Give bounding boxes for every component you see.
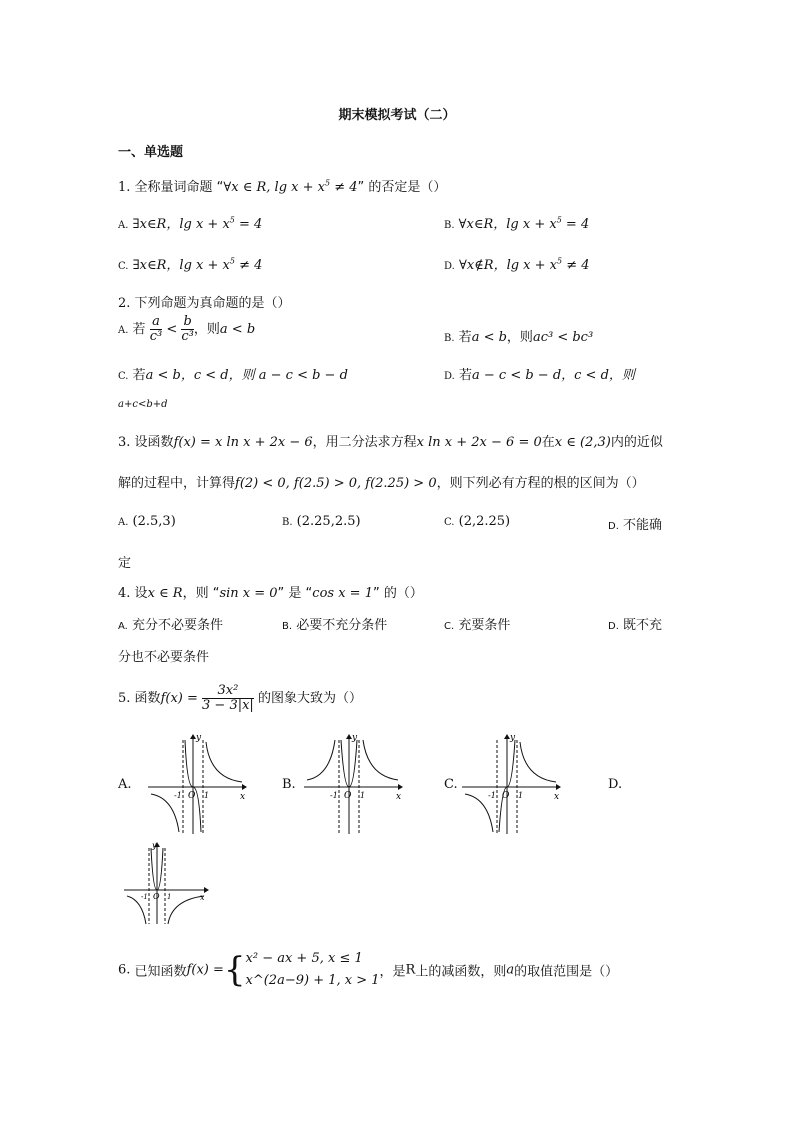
option-exponent: 5 [557, 256, 563, 266]
stem-math: x ∈ R [147, 586, 183, 601]
q5-graph-b[interactable] [304, 732, 404, 836]
stem-text: 已知函数 [134, 964, 187, 980]
option-text: 若 [458, 330, 472, 345]
stem-text: 内的近似 [610, 435, 663, 450]
tick-pos-label: 1 [204, 791, 210, 800]
option-text: (2.5,3) [132, 514, 176, 529]
tick-neg-label: -1 [141, 893, 148, 901]
fraction-numerator: b [181, 315, 194, 330]
option-math: ∃x∈R，lg x + x [132, 217, 230, 232]
option-math: a < b [219, 322, 256, 337]
stem-text: ” 是 “ [277, 586, 313, 601]
stem-text: 的图象大致为（） [257, 691, 362, 706]
axis-y-label: y [152, 841, 157, 850]
stem-math: f(2) < 0, f(2.5) > 0, f(2.25) > 0 [235, 476, 437, 491]
stem-math: ∀x ∈ R, lg x + x [223, 180, 325, 195]
stem-text: 解的过程中，计算得 [118, 476, 236, 491]
option-text: ，则 [506, 330, 533, 345]
option-text: 不能确 [623, 518, 663, 533]
stem-math: cos x = 1 [312, 586, 373, 601]
question-number: 3. [118, 435, 131, 450]
option-exponent: 5 [229, 256, 235, 266]
option-text: ，则 [193, 322, 220, 337]
option-text: 既不充 [623, 618, 663, 633]
question-6-stem [118, 948, 618, 998]
q1-option-d[interactable] [444, 254, 590, 273]
option-label: B. [282, 621, 293, 632]
stem-math: sin x = 0 [219, 586, 278, 601]
option-math: ac³ < bc³ [532, 330, 594, 345]
option-text: 若 [132, 322, 146, 337]
q3-option-d[interactable] [608, 514, 662, 533]
question-number: 6. [118, 962, 131, 978]
stem-text: 设函数 [134, 435, 174, 450]
q1-option-c[interactable] [118, 254, 262, 273]
option-math: ∃x∈R，lg x + x [132, 258, 230, 273]
section-heading: 一、单选题 [118, 145, 184, 160]
option-text: 若 [132, 368, 146, 383]
q5-graph-c[interactable] [462, 732, 562, 836]
tick-pos-label: 1 [167, 893, 172, 901]
axis-x-label: x [554, 792, 560, 802]
q2-option-c[interactable] [118, 364, 348, 383]
stem-text: ，则 “ [182, 586, 220, 601]
option-math: ∀x∈R，lg x + x [458, 217, 557, 232]
question-number: 2. [118, 296, 131, 311]
stem-math: f(x) = [186, 962, 224, 978]
question-1-stem [118, 176, 446, 195]
piecewise-case-2: x^(2a−9) + 1, x > 1 [245, 973, 380, 988]
q4-option-a[interactable] [118, 614, 223, 633]
q5-graph-d[interactable] [124, 840, 210, 926]
option-math: < [166, 322, 178, 337]
option-label: D. [608, 621, 619, 632]
q4-option-d-continued: 分也不必要条件 [118, 650, 210, 665]
option-math-tail: ≠ 4 [234, 258, 263, 273]
q4-option-b[interactable] [282, 614, 387, 633]
stem-text: 在 [541, 435, 555, 450]
piecewise-brace: { [223, 950, 246, 990]
stem-text: ” 的否定是（） [357, 180, 447, 195]
question-3-line-2 [118, 472, 645, 491]
option-text: 充分不必要条件 [131, 618, 223, 633]
option-label: C. [118, 371, 129, 382]
stem-text: 上的减函数，则 [415, 964, 507, 980]
option-label: D. [608, 521, 619, 532]
fraction-denominator: c³ [181, 329, 194, 344]
question-number: 1. [118, 180, 131, 195]
option-label: A. [118, 325, 129, 336]
tick-neg-label: -1 [330, 791, 338, 800]
option-label: B. [444, 333, 455, 344]
fraction [181, 315, 194, 344]
q5-option-d-label[interactable]: D. [608, 777, 623, 792]
option-math: a − c < b − d，c < d，则 [472, 368, 635, 383]
tick-neg-label: -1 [174, 791, 182, 800]
stem-text: 函数 [134, 691, 161, 706]
axis-y-label: y [196, 733, 202, 743]
stem-text: 的取值范围是（） [514, 964, 619, 980]
piecewise-case-1: x² − ax + 5, x ≤ 1 [245, 951, 363, 966]
q3-option-c[interactable] [444, 514, 510, 529]
origin-label: O [153, 892, 160, 901]
axis-x-label: x [240, 792, 246, 802]
fraction [150, 315, 163, 344]
piecewise-cases [246, 948, 380, 992]
option-text: (2,2.25) [458, 514, 511, 529]
origin-label: O [188, 791, 196, 801]
stem-math: a [506, 962, 515, 978]
option-exponent: 5 [229, 215, 235, 225]
q2-option-d-continued: a+c<b+d [118, 399, 168, 410]
q5-graph-a[interactable] [148, 732, 248, 836]
option-math: ∀x∉R，lg x + x [458, 258, 558, 273]
option-label: A. [118, 621, 128, 632]
stem-math: f(x) = x ln x + 2x − 6 [173, 435, 313, 450]
tick-neg-label: -1 [488, 791, 496, 800]
option-label: A. [118, 517, 129, 528]
stem-math: x ∈ (2,3) [554, 435, 611, 450]
question-4-stem [118, 582, 423, 601]
stem-math-tail: ≠ 4 [330, 180, 358, 195]
fraction [202, 684, 254, 713]
q5-option-b-label[interactable]: B. [282, 777, 296, 792]
fraction-numerator: a [150, 315, 163, 330]
option-math: a < b [471, 330, 507, 345]
option-math-tail: = 4 [234, 217, 263, 232]
origin-label: O [344, 791, 352, 801]
axis-y-label: y [352, 733, 358, 743]
option-label: D. [444, 371, 455, 382]
tick-pos-label: 1 [360, 791, 366, 800]
stem-text: 全称量词命题 “ [134, 180, 224, 195]
question-2-stem [118, 292, 291, 311]
option-text: 充要条件 [458, 618, 511, 633]
option-label: A. [118, 220, 129, 231]
stem-text: 设 [134, 586, 148, 601]
option-math: a < b，c < d，则 a − c < b − d [145, 368, 348, 383]
option-label: B. [282, 517, 293, 528]
option-text: 若 [458, 368, 472, 383]
q1-option-b[interactable] [444, 213, 589, 232]
q1-option-a[interactable] [118, 213, 262, 232]
tick-pos-label: 1 [518, 791, 524, 800]
q4-option-d[interactable] [608, 614, 662, 633]
q3-option-a[interactable] [118, 514, 176, 529]
q2-option-b[interactable] [444, 326, 593, 345]
option-text: (2.25,2.5) [296, 514, 361, 529]
q5-option-c-label[interactable]: C. [444, 777, 458, 792]
fraction-denominator: c³ [149, 329, 163, 344]
axis-x-label: x [200, 893, 205, 902]
option-math-tail: ≠ 4 [562, 258, 590, 273]
stem-math: f(x) = [160, 691, 198, 706]
option-text: 必要不充分条件 [296, 618, 388, 633]
q3-option-d-continued: 定 [118, 556, 132, 571]
fraction-denominator: 3 − 3|x| [202, 698, 254, 713]
question-number: 4. [118, 586, 131, 601]
q2-option-d[interactable] [444, 364, 635, 383]
stem-text: ，则下列必有方程的根的区间为（） [436, 476, 645, 491]
stem-text: ” 的（） [372, 586, 423, 601]
q5-option-a-label[interactable]: A. [118, 777, 132, 792]
option-math-tail: = 4 [561, 217, 590, 232]
option-label: C. [444, 517, 455, 528]
option-label: C. [118, 261, 129, 272]
page-title: 期末模拟考试（二） [338, 108, 456, 123]
origin-label: O [502, 791, 510, 801]
question-5-stem [118, 684, 362, 713]
q3-option-b[interactable] [282, 514, 361, 529]
fraction-numerator: 3x² [202, 684, 254, 699]
question-3-line-1 [118, 431, 663, 450]
option-exponent: 5 [556, 215, 562, 225]
option-label: C. [444, 621, 455, 632]
option-label: D. [444, 261, 455, 272]
axis-y-label: y [510, 733, 516, 743]
option-label: B. [444, 220, 455, 231]
question-number: 5. [118, 691, 131, 706]
stem-text: ，用二分法求方程 [312, 435, 417, 450]
stem-text: 下列命题为真命题的是（） [134, 296, 291, 311]
q4-option-c[interactable] [444, 614, 510, 633]
stem-math: x ln x + 2x − 6 = 0 [416, 435, 542, 450]
axis-x-label: x [396, 792, 402, 802]
q2-option-a[interactable] [118, 315, 255, 344]
stem-math: R [405, 962, 416, 978]
stem-exponent: 5 [324, 178, 331, 188]
stem-text: ，是 [379, 964, 406, 980]
